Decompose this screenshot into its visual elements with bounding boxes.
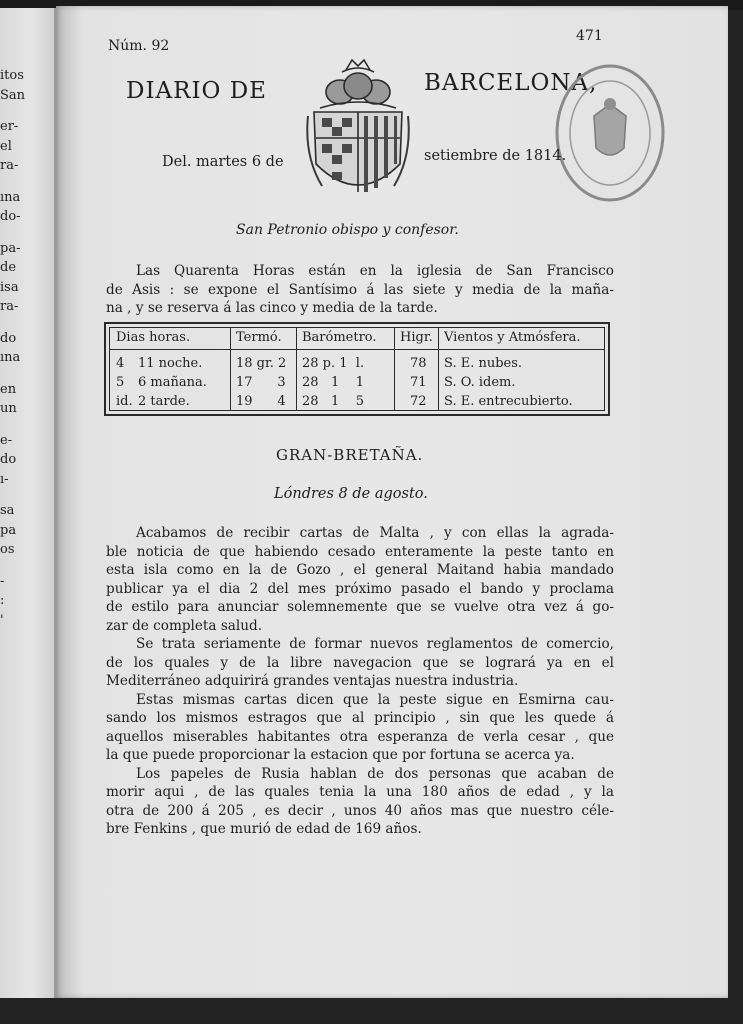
page-number: 471 bbox=[576, 28, 603, 44]
weather-table-cell: id. bbox=[116, 394, 133, 409]
weather-table-header: Vientos y Atmósfera. bbox=[444, 330, 581, 345]
article-body bbox=[106, 524, 614, 839]
article-line: Estas mismas cartas dicen que la peste sigue en Esmirna cau- bbox=[136, 691, 614, 708]
left-page-text: - bbox=[0, 573, 5, 589]
article-line: zar de completa salud. bbox=[106, 617, 263, 634]
left-page-text: pa bbox=[0, 522, 17, 538]
article-line: Acabamos de recibir cartas de Malta , y con ellas la agrada- bbox=[136, 525, 614, 541]
left-page-text: do bbox=[0, 452, 17, 467]
article-line: aquellos miserables habitantes otra esperanza de verla cesar , que bbox=[106, 728, 614, 745]
weather-table-cell: S. E. nubes. bbox=[444, 356, 523, 371]
left-page-text: itos bbox=[0, 68, 24, 83]
left-page-text: ına bbox=[0, 350, 21, 365]
article-line: Se trata seriamente de formar nuevos reglamentos de comercio, bbox=[136, 636, 614, 652]
left-page-text: : bbox=[0, 593, 5, 608]
weather-table-cell: 28 1 5 bbox=[302, 394, 365, 409]
article-line: publicar ya el dia 2 del mes próximo pasado el bando y proclama bbox=[106, 580, 614, 597]
masthead-title-right: BARCELONA, bbox=[424, 70, 598, 96]
article-line: la que puede proporcionar la estacion que por fortuna se acerca ya. bbox=[106, 747, 575, 763]
weather-table-header: Barómetro. bbox=[302, 330, 377, 345]
library-stamp-icon bbox=[552, 60, 668, 206]
coat-of-arms-icon bbox=[302, 56, 414, 206]
issue-date-right: setiembre de 1814. bbox=[424, 148, 567, 164]
notice-line: de Asis : se expone el Santísimo á las siete y media de la maña- bbox=[106, 281, 614, 298]
weather-table-cell: S. E. entrecubierto. bbox=[444, 394, 573, 409]
left-page-text: el bbox=[0, 138, 12, 154]
article-line: ble noticia de que habiendo cesado enteramente la peste tanto en bbox=[106, 543, 614, 560]
issue-number: Núm. 92 bbox=[108, 38, 170, 54]
left-page-text: os bbox=[0, 542, 15, 557]
article-line: Los papeles de Rusia hablan de dos personas que acaban de bbox=[136, 765, 614, 782]
left-page-text: San bbox=[0, 87, 26, 103]
article-line: esta isla como en la de Gozo , el general Maitand habia mandado bbox=[106, 562, 614, 578]
newspaper-page bbox=[56, 6, 728, 998]
weather-table-cell: 4 bbox=[116, 356, 125, 371]
left-page-text: do- bbox=[0, 209, 21, 224]
weather-table-cell: 19 4 bbox=[236, 394, 286, 409]
left-page-text: ra- bbox=[0, 158, 19, 173]
article-line: de estilo para anunciar solemnemente que se vuelve otra vez á go- bbox=[106, 599, 614, 615]
weather-table-cell: S. O. idem. bbox=[444, 375, 516, 390]
issue-date-left: Del. martes 6 de bbox=[162, 154, 284, 170]
weather-table-cell: 6 mañana. bbox=[138, 375, 207, 390]
left-page-text: ına bbox=[0, 189, 21, 205]
left-page-fragment bbox=[0, 8, 56, 998]
weather-table-cell: 28 p. 1 l. bbox=[302, 356, 365, 371]
article-line: sando los mismos estragos que al principio , sin que les quede á bbox=[106, 710, 614, 726]
notice-line: na , y se reserva á las cinco y media de la tarde. bbox=[106, 300, 438, 316]
weather-table-cell: 17 3 bbox=[236, 375, 286, 390]
left-page-text: do bbox=[0, 330, 17, 346]
weather-table-header: Higr. bbox=[400, 330, 433, 345]
saint-of-day: San Petronio obispo y confesor. bbox=[236, 222, 459, 238]
weather-table-cell: 2 tarde. bbox=[138, 394, 190, 409]
left-page-text: e- bbox=[0, 432, 13, 448]
left-page-text: er- bbox=[0, 119, 19, 134]
left-page-text: un bbox=[0, 401, 17, 416]
left-page-text: pa- bbox=[0, 240, 21, 256]
weather-table-cell: 5 bbox=[116, 375, 125, 390]
article-line: de los quales y de la libre navegacion que se logrará ya en el bbox=[106, 654, 614, 671]
weather-table-cell: 71 bbox=[410, 375, 427, 390]
article-line: otra de 200 á 205 , es decir , unos 40 años mas que nuestro céle- bbox=[106, 802, 614, 819]
section-title: GRAN-BRETAÑA. bbox=[276, 446, 424, 464]
article-dateline: Lóndres 8 de agosto. bbox=[274, 486, 428, 502]
notice-line: Las Quarenta Horas están en la iglesia de San Francisco bbox=[136, 263, 614, 279]
weather-table-cell: 28 1 1 bbox=[302, 375, 365, 390]
forty-hours-notice bbox=[106, 262, 614, 318]
left-page-text: ' bbox=[0, 612, 4, 628]
left-page-text: ra- bbox=[0, 299, 19, 314]
left-page-text: isa bbox=[0, 279, 19, 295]
weather-table-cell: 18 gr. 2 bbox=[236, 356, 287, 371]
masthead-title-left: DIARIO DE bbox=[126, 78, 267, 104]
weather-table-cell: 72 bbox=[410, 394, 427, 409]
weather-table-cell: 11 noche. bbox=[138, 356, 203, 371]
left-page-text: en bbox=[0, 381, 17, 397]
weather-table bbox=[104, 322, 610, 416]
weather-table-cell: 78 bbox=[410, 356, 427, 371]
left-page-text: de bbox=[0, 260, 17, 275]
article-line: Mediterráneo adquirirá grandes ventajas nuestra industria. bbox=[106, 673, 519, 689]
left-page-text: ı- bbox=[0, 471, 9, 487]
left-page-text: sa bbox=[0, 503, 15, 518]
article-line: morir aqui , de las quales tenia la una 180 años de edad , y la bbox=[106, 784, 614, 800]
article-line: bre Fenkins , que murió de edad de 169 años. bbox=[106, 821, 422, 837]
weather-table-header: Dias horas. bbox=[116, 330, 191, 345]
weather-table-header: Termó. bbox=[236, 330, 282, 345]
